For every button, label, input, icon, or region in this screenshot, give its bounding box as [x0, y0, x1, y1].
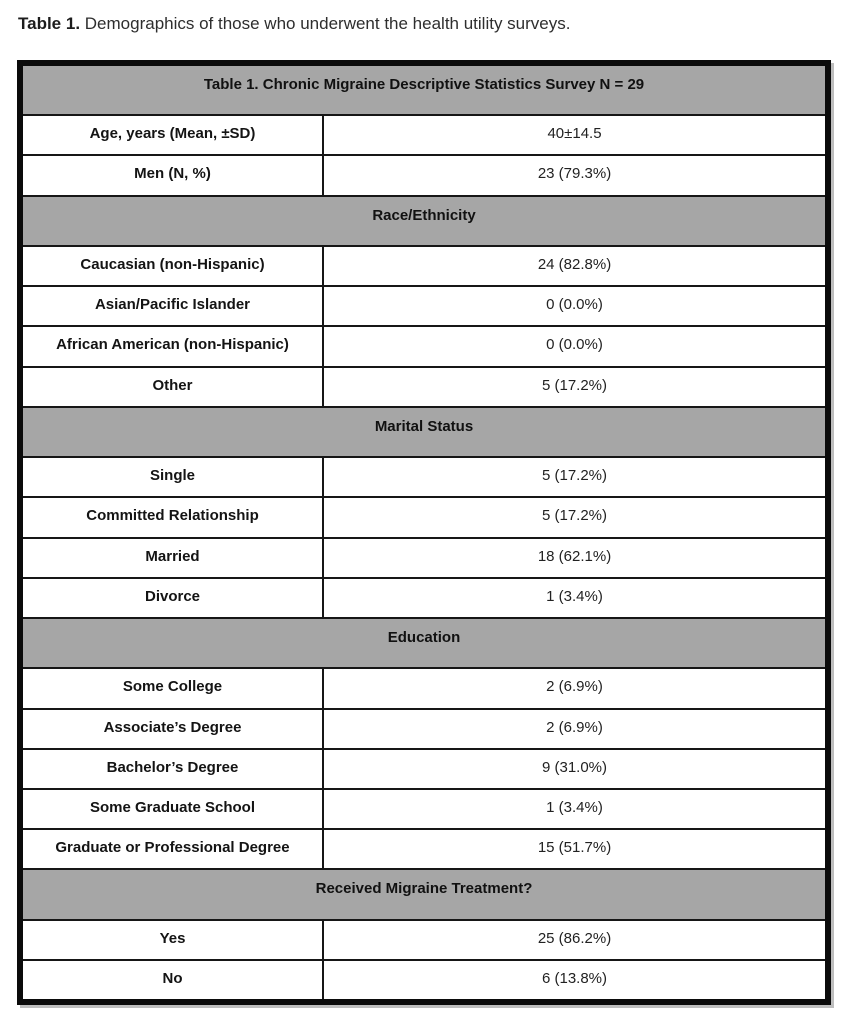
table-row-caucasian	[23, 247, 825, 287]
row-label: Divorce	[23, 579, 324, 617]
section-header-education	[23, 619, 825, 669]
table-row-divorce	[23, 579, 825, 619]
row-label: Yes	[23, 921, 324, 959]
section-label: Marital Status	[374, 417, 474, 435]
table-title: Table 1. Chronic Migraine Descriptive Statistics Survey N = 29	[203, 76, 645, 93]
row-label: Some College	[23, 669, 324, 707]
row-value: 18 (62.1%)	[537, 547, 612, 565]
row-value: 23 (79.3%)	[537, 165, 612, 183]
row-label: Married	[23, 539, 324, 577]
row-value: 0 (0.0%)	[546, 296, 603, 314]
table-row-single	[23, 458, 825, 498]
row-label: Asian/Pacific Islander	[23, 287, 324, 325]
table-row-some-graduate-school	[23, 790, 825, 830]
row-value: 0 (0.0%)	[546, 336, 603, 354]
table-row-associates-degree	[23, 710, 825, 750]
caption-text: Demographics of those who underwent the health utility surveys.	[80, 14, 571, 33]
section-label: Education	[387, 629, 461, 647]
row-label: No	[23, 961, 324, 999]
demographics-table	[17, 60, 831, 1005]
section-header-marital-status	[23, 408, 825, 458]
row-value: 1 (3.4%)	[546, 587, 603, 605]
row-label: Some Graduate School	[23, 790, 324, 828]
row-label: African American (non-Hispanic)	[23, 327, 324, 365]
section-header-received-migraine-treatment	[23, 870, 825, 920]
section-label: Received Migraine Treatment?	[315, 880, 533, 898]
row-label: Age, years (Mean, ±SD)	[23, 116, 324, 154]
row-value: 1 (3.4%)	[546, 798, 603, 816]
caption-prefix: Table 1.	[18, 14, 81, 33]
row-value: 15 (51.7%)	[537, 839, 612, 857]
row-label: Single	[23, 458, 324, 496]
table-row-african-american	[23, 327, 825, 367]
row-value: 5 (17.2%)	[541, 376, 608, 394]
row-value: 5 (17.2%)	[541, 507, 608, 525]
row-label: Other	[23, 368, 324, 406]
table-row-graduate-professional-degree	[23, 830, 825, 870]
row-value: 25 (86.2%)	[537, 929, 612, 947]
row-label: Bachelor’s Degree	[23, 750, 324, 788]
table-caption	[18, 12, 570, 36]
section-label: Race/Ethnicity	[372, 206, 476, 224]
row-label: Committed Relationship	[23, 498, 324, 536]
row-value: 6 (13.8%)	[541, 969, 608, 987]
table-row-committed-relationship	[23, 498, 825, 538]
table-row-treatment-no	[23, 961, 825, 999]
row-label: Associate’s Degree	[23, 710, 324, 748]
row-value: 9 (31.0%)	[541, 758, 608, 776]
row-value: 2 (6.9%)	[546, 718, 603, 736]
table-row-some-college	[23, 669, 825, 709]
table-row-bachelors-degree	[23, 750, 825, 790]
row-label: Graduate or Professional Degree	[23, 830, 324, 868]
table-row-age	[23, 116, 825, 156]
row-label: Caucasian (non-Hispanic)	[23, 247, 324, 285]
section-header-race-ethnicity	[23, 197, 825, 247]
row-value: 24 (82.8%)	[537, 255, 612, 273]
row-value: 5 (17.2%)	[541, 467, 608, 485]
table-row-asian-pacific-islander	[23, 287, 825, 327]
table-row-men	[23, 156, 825, 196]
table-row-treatment-yes	[23, 921, 825, 961]
row-label: Men (N, %)	[23, 156, 324, 194]
table-title-row	[23, 66, 825, 116]
table-row-married	[23, 539, 825, 579]
row-value: 2 (6.9%)	[546, 678, 603, 696]
table-row-other-race	[23, 368, 825, 408]
row-value: 40±14.5	[547, 125, 602, 143]
